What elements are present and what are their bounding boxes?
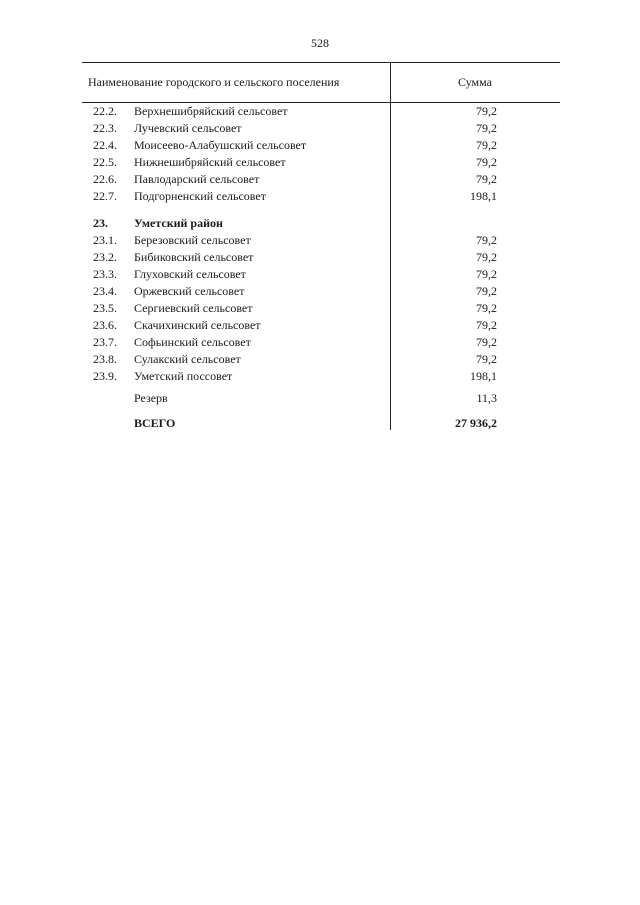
district-name: Уметский район [134, 216, 223, 230]
header-sum: Сумма [458, 75, 492, 89]
reserve-row [82, 390, 560, 407]
table-row [82, 317, 560, 334]
table-header [82, 62, 560, 103]
row-name: Сергиевский сельсовет [134, 301, 253, 315]
allocation-table [82, 62, 560, 432]
row-value: 79,2 [476, 233, 497, 247]
row-number: 22.3. [93, 121, 117, 135]
row-name: Нижнешибряйский сельсовет [134, 155, 286, 169]
total-value: 27 936,2 [455, 416, 497, 430]
total-row [82, 415, 560, 432]
row-value: 79,2 [476, 138, 497, 152]
row-number: 23.3. [93, 267, 117, 281]
row-value: 79,2 [476, 335, 497, 349]
table-body [82, 103, 560, 432]
table-row [82, 368, 560, 385]
table-row [82, 103, 560, 120]
row-name: Бибиковский сельсовет [134, 250, 254, 264]
row-value: 79,2 [476, 284, 497, 298]
table-row [82, 249, 560, 266]
row-value: 79,2 [476, 155, 497, 169]
row-name: Оржевский сельсовет [134, 284, 245, 298]
row-name: Уметский поссовет [134, 369, 233, 383]
row-number: 23.6. [93, 318, 117, 332]
row-value: 79,2 [476, 267, 497, 281]
row-value: 79,2 [476, 301, 497, 315]
table-row [82, 154, 560, 171]
row-name: Березовский сельсовет [134, 233, 251, 247]
row-name: Глуховский сельсовет [134, 267, 246, 281]
row-name: Моисеево-Алабушский сельсовет [134, 138, 307, 152]
reserve-label: Резерв [134, 391, 168, 405]
district-heading [82, 215, 560, 232]
row-number: 22.5. [93, 155, 117, 169]
table-row [82, 266, 560, 283]
reserve-value: 11,3 [476, 391, 497, 405]
table-row [82, 188, 560, 205]
row-value: 79,2 [476, 104, 497, 118]
row-number: 22.6. [93, 172, 117, 186]
table-row [82, 120, 560, 137]
table-row [82, 334, 560, 351]
table-row [82, 232, 560, 249]
table-row [82, 137, 560, 154]
row-number: 23.1. [93, 233, 117, 247]
row-number: 22.2. [93, 104, 117, 118]
row-name: Софьинский сельсовет [134, 335, 251, 349]
row-number: 23.5. [93, 301, 117, 315]
header-name: Наименование городского и сельского поселения [88, 75, 340, 89]
row-number: 23.4. [93, 284, 117, 298]
row-name: Лучевский сельсовет [134, 121, 242, 135]
row-number: 23.2. [93, 250, 117, 264]
table-row [82, 171, 560, 188]
row-number: 23.8. [93, 352, 117, 366]
row-name: Подгорненский сельсовет [134, 189, 266, 203]
row-value: 79,2 [476, 250, 497, 264]
row-number: 23.7. [93, 335, 117, 349]
district-number: 23. [93, 216, 108, 230]
row-value: 79,2 [476, 318, 497, 332]
table-row [82, 283, 560, 300]
row-name: Верхнешибряйский сельсовет [134, 104, 288, 118]
row-value: 198,1 [470, 189, 497, 203]
row-value: 198,1 [470, 369, 497, 383]
row-value: 79,2 [476, 172, 497, 186]
table-row [82, 300, 560, 317]
row-value: 79,2 [476, 121, 497, 135]
row-name: Скачихинский сельсовет [134, 318, 261, 332]
table-row [82, 351, 560, 368]
row-name: Сулакский сельсовет [134, 352, 241, 366]
row-value: 79,2 [476, 352, 497, 366]
row-number: 22.4. [93, 138, 117, 152]
row-name: Павлодарский сельсовет [134, 172, 260, 186]
row-number: 22.7. [93, 189, 117, 203]
total-label: ВСЕГО [134, 416, 176, 430]
page-number: 528 [311, 36, 329, 50]
row-number: 23.9. [93, 369, 117, 383]
